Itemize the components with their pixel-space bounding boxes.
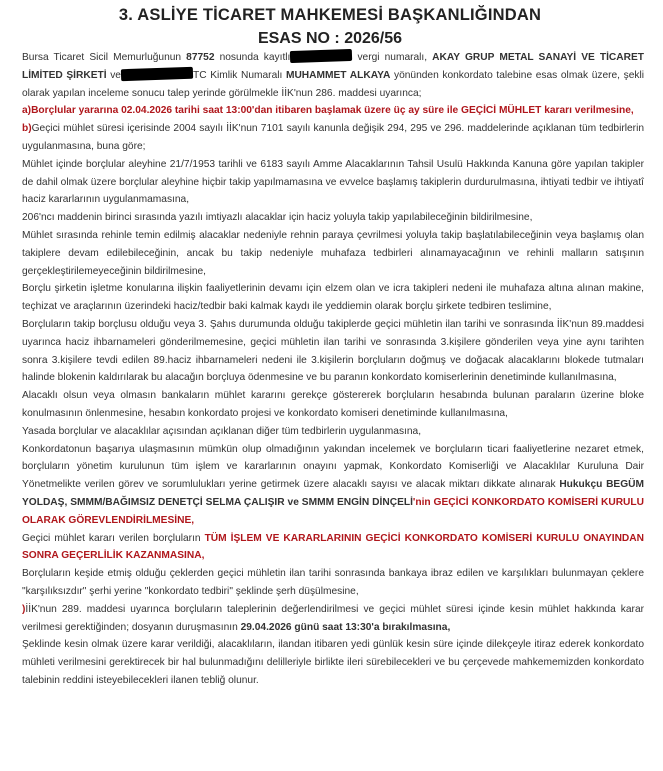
paragraph: 206'ncı maddenin birinci sırasında yazılı imtiyazlı alacaklar için haciz yoluyla takip yapılabileceğinin bildirilmesine, bbox=[22, 212, 533, 224]
redaction-mark bbox=[290, 49, 352, 63]
paragraph: Borçlu şirketin işletme konularına ilişkin faaliyetlerinin devamı için elzem olan ve icra takipleri nedeni ile muhafaza altına alınan makine, teçhizat ve araçlarının üzerindeki haciz/tedbir baki kalmak kaydı ile yeddiemin olarak borçlu şirkete tedbiren teslimine, bbox=[22, 283, 644, 313]
case-number: ESAS NO : 2026/56 bbox=[257, 30, 403, 47]
paragraph: Mühlet sırasında rehinle temin edilmiş alacaklar nedeniyle rehnin paraya çevrilmesi yoluyla takip başlatılabileceğinin veya başlamış olan takiplere devam edilebileceğinin, ancak bu takip nedeniyle muhafaza tedbirleri alınamayacağının ve rehinli malların satışının gerçekleştirilemeyeceğinin bildirilmesine, bbox=[22, 229, 644, 277]
hearing-date: 29.04.2026 günü saat 13:30'a bırakılmasına, bbox=[240, 621, 451, 633]
announcement-page bbox=[13, 0, 647, 771]
paragraph: Mühlet içinde borçlular aleyhine 21/7/1953 tarihli ve 6183 sayılı Amme Alacaklarının Tahsil Usulü Hakkında Kanuna göre yapılan takipler de dahil olmak üzere borçlular aleyhine hiçbir takip yapılmamasına ve evvelce başlamış takiplerin durdurulmasına, ihtiyati tedbir ve ihtiyatî haciz kararlarının uygulanmamasına, bbox=[22, 158, 644, 206]
hearing-paragraph: )İİK'nun 289. maddesi uyarınca borçluların taleplerinin değerlendirilmesi ve geçici mühlet süresi içinde kesin mühlet hakkında karar verilmesi gerektiğinden; dosyanın duruşmasının 29.04.2026 günü saat 13:30'a bırakılmasına, bbox=[22, 603, 644, 633]
court-title: 3. ASLİYE TİCARET MAHKEMESİ BAŞKANLIĞINDAN bbox=[118, 6, 542, 24]
sicil-number: 87752 bbox=[186, 52, 215, 63]
redaction-mark bbox=[121, 67, 193, 82]
person-name: MUHAMMET ALKAYA bbox=[285, 69, 391, 81]
clause-a: a)Borçlular yararına 02.04.2026 tarihi saat 13:00'dan itibaren başlamak üzere üç ay süre ile GEÇİCİ MÜHLET kararı verilmesine, bbox=[22, 105, 634, 117]
commissioner-paragraph: Konkordatonun başarıya ulaşmasının mümkün olup olmadığının yakından incelemek ve borçluların ticari faaliyetlerine nezaret etmek, borçluların yönetim kurulunun tüm işlem ve kararlarının onayını yapmak, Konkordato Komiserliği ve Alacaklılar Kuruluna Dair Yönetmelikte verilen görev ve sorumlulukları yerine getirmek üzere alacaklı sayısı ve alacak miktarı dikkate alınarak Hukukçu BEGÜM YOLDAŞ, SMMM/BAĞIMSIZ DENETÇİ SELMA ÇALIŞIR ve SMMM ENGİN DİNÇELİ'nin GEÇİCİ KONKORDATO KOMİSERİ KURULU OLARAK GÖREVLENDİRİLMESİNE, bbox=[22, 443, 644, 526]
commissioner-names: Hukukçu BEGÜM YOLDAŞ, SMMM/BAĞIMSIZ DENETÇİ SELMA ÇALIŞIR ve SMMM ENGİN DİNÇELİ bbox=[22, 479, 644, 508]
closing-paragraph: Şeklinde kesin olmak üzere karar verildiği, alacaklıların, ilandan itibaren yedi günlük kesin süre içinde dilekçeyle itiraz ederek konkordato mühleti verilmesini gerektirecek bir hal bulunmadığını delilleriyle birlikte ileri sürebilecekleri ve bu çerçevede mahkememizden konkordato talebinin reddini isteyebilecekleri ilanen tebliğ olunur. bbox=[22, 639, 644, 686]
clause-b: b)Geçici mühlet süresi içerisinde 2004 sayılı İİK'nun 7101 sayılı kanunla değişik 294, 295 ve 296. maddelerinde açıklanan tüm tedbirlerin uygulanmasına, buna göre; bbox=[22, 123, 644, 152]
paragraph: Yasada borçlular ve alacaklılar açısından açıklanan diğer tüm tedbirlerin uygulanmasına, bbox=[22, 425, 422, 437]
paragraph: Borçluların keşide etmiş olduğu çeklerden geçici mühletin ilan tarihi sonrasında bankaya ibraz edilen ve karşılıkları bulunmayan çeklere "karşılıksızdır" şerhi yerine "konkordato tedbiri" şeklinde şerh düşülmesine, bbox=[22, 568, 644, 597]
announcement-body bbox=[22, 49, 644, 690]
right-gutter bbox=[648, 0, 663, 771]
company-name: AKAY GRUP METAL SANAYİ VE TİCARET LİMİTED ŞİRKETİ bbox=[22, 52, 645, 81]
approval-paragraph: Geçici mühlet kararı verilen borçluların TÜM İŞLEM VE KARARLARININ GEÇİCİ KONKORDATO KOMİSERİ KURULU ONAYINDAN SONRA GEÇERLİLİK KAZANMASINA, bbox=[22, 532, 644, 562]
intro-paragraph: Bursa Ticaret Sicil Memurluğunun 87752 nosunda kayıtlı vergi numaralı, AKAY GRUP METAL SANAYİ VE TİCARET LİMİTED ŞİRKETİ ve TC Kimlik Numaralı MUHAMMET ALKAYA yönünden konkordato talebine esas olmak üzere, şekli olarak yapılan inceleme sonucu talep yerinde görülmekle İİK'nun 286. maddesi uyarınca; bbox=[22, 49, 644, 102]
paragraph: Borçluların takip borçlusu olduğu veya 3. Şahıs durumunda olduğu takiplerde geçici mühletin ilan tarihi ve sonrasında İİK'nun 89.maddesi uyarınca haciz ihbarnameleri gönderilmemesine, geçici mühletin ilan tarihi ve sonrasında 3.kişilere gönderilen veya yine aynı tarihten sonra 3.kişilere tevdi edilen 89.haciz ihbarnameleri nedeni ile 3.kişilerin borçluların doğmuş ve doğacak alacaklarını blokede tutmaları halinde blokenin kaldırılarak bu alacağın borçluya ödenmesine ve bu paranın konkordato komiserlerinin denetiminde kullanılmasına, bbox=[22, 318, 644, 384]
paragraph: Alacaklı olsun veya olmasın bankaların mühlet kararını gerekçe göstererek borçluların hesabında bulunan paraların üzerine bloke konulmasının önlenmesine, hesabın konkordato projesi ve konkordato komiseri denetiminde kullanılmasına, bbox=[22, 390, 644, 419]
